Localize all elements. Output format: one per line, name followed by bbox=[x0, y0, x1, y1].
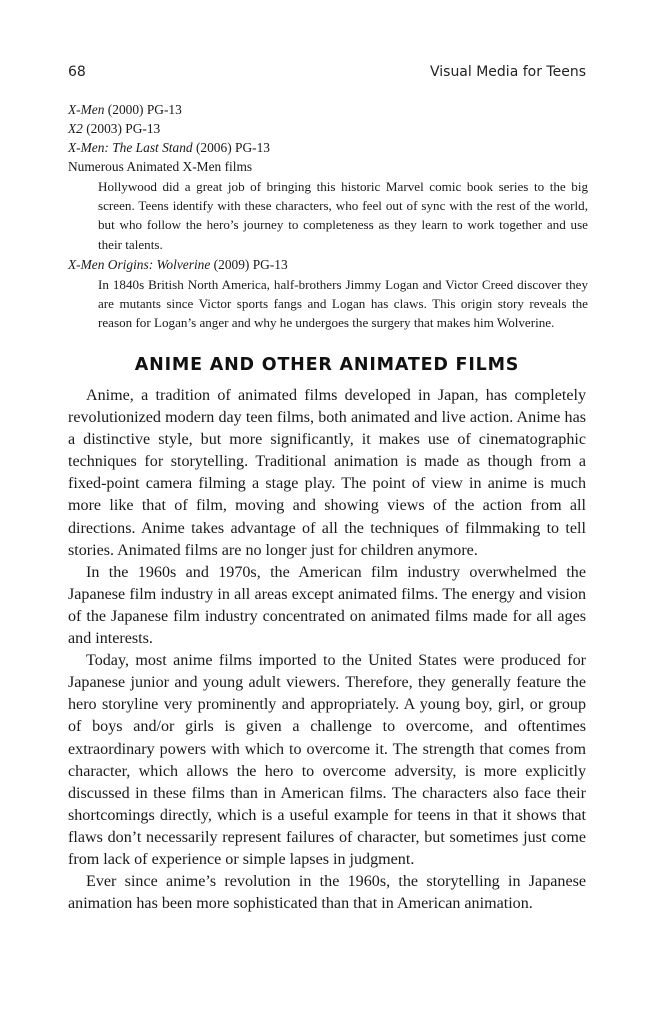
film-entry bbox=[68, 100, 586, 119]
film-details: (2009) PG-13 bbox=[210, 256, 288, 272]
page-number: 68 bbox=[68, 64, 86, 80]
running-header bbox=[68, 64, 586, 86]
film-entry bbox=[68, 138, 586, 157]
body-paragraph: Ever since anime’s revolution in the 1960s, the storytelling in Japanese animation has been more sophisticated than that in American animation. bbox=[68, 873, 586, 913]
film-entry bbox=[68, 255, 586, 274]
body-paragraph: Anime, a tradition of animated films developed in Japan, has completely revolutionized modern day teen films, both animated and live action. Anime has a distinctive style, but more significantly, it makes use of cinematographic techniques for storytelling. Traditional animation is made as though from a fixed-point camera filming a stage play. The point of view in anime is much more like that of film, moving and showing views of the action from all directions. Anime takes advantage of all the techniques of filmmaking to tell stories. Animated films are no longer just for children anymore. bbox=[68, 387, 586, 559]
film-title: X2 bbox=[68, 121, 83, 136]
film-description: Hollywood did a great job of bringing this historic Marvel comic book series to the big screen. Teens identify with these characters, who feel out of sync with the rest of the world, but who follow the hero’s journey to completeness as they learn to work together and use their talents. bbox=[98, 179, 588, 252]
film-details: Numerous Animated X-Men films bbox=[68, 159, 253, 174]
film-list bbox=[68, 100, 586, 332]
film-details: (2003) PG-13 bbox=[82, 121, 161, 136]
film-title: X-Men: The Last Stand bbox=[68, 140, 193, 155]
film-entry bbox=[68, 157, 586, 176]
film-details: (2006) PG-13 bbox=[192, 140, 270, 155]
body-paragraph: Today, most anime films imported to the United States were produced for Japanese junior and young adult viewers. Therefore, they generally feature the hero storyline very prominently and appropriately. A young boy, girl, or group of boys and/or girls is given a challenge to overcome, and oftentimes extraordinary powers with which to overcome it. The strength that comes from character, which allows the hero to overcome adversity, is more explicitly discussed in these films than in American films. The characters also face their shortcomings directly, which is a useful example for teens in that it shows that flaws don’t necessarily represent failures of character, but sometimes just come from lack of experience or simple lapses in judgment. bbox=[68, 652, 586, 868]
film-description: In 1840s British North America, half-brothers Jimmy Logan and Victor Creed discover they are mutants since Victor sports fangs and Logan has claws. This origin story reveals the reason for Logan’s anger and why he undergoes the surgery that makes him Wolverine. bbox=[98, 276, 588, 331]
film-entry bbox=[68, 119, 586, 138]
body-text bbox=[68, 385, 586, 915]
film-title: X-Men Origins: Wolverine bbox=[68, 256, 211, 272]
running-title: Visual Media for Teens bbox=[429, 64, 586, 80]
film-title: X-Men bbox=[68, 102, 105, 117]
body-paragraph: In the 1960s and 1970s, the American film industry overwhelmed the Japanese film industry in all areas except animated films. The energy and vision of the Japanese film industry concentrated on animated films made for all ages and interests. bbox=[68, 563, 586, 648]
section-heading: ANIME AND OTHER ANIMATED FILMS bbox=[134, 355, 520, 375]
film-details: (2000) PG-13 bbox=[104, 102, 182, 117]
